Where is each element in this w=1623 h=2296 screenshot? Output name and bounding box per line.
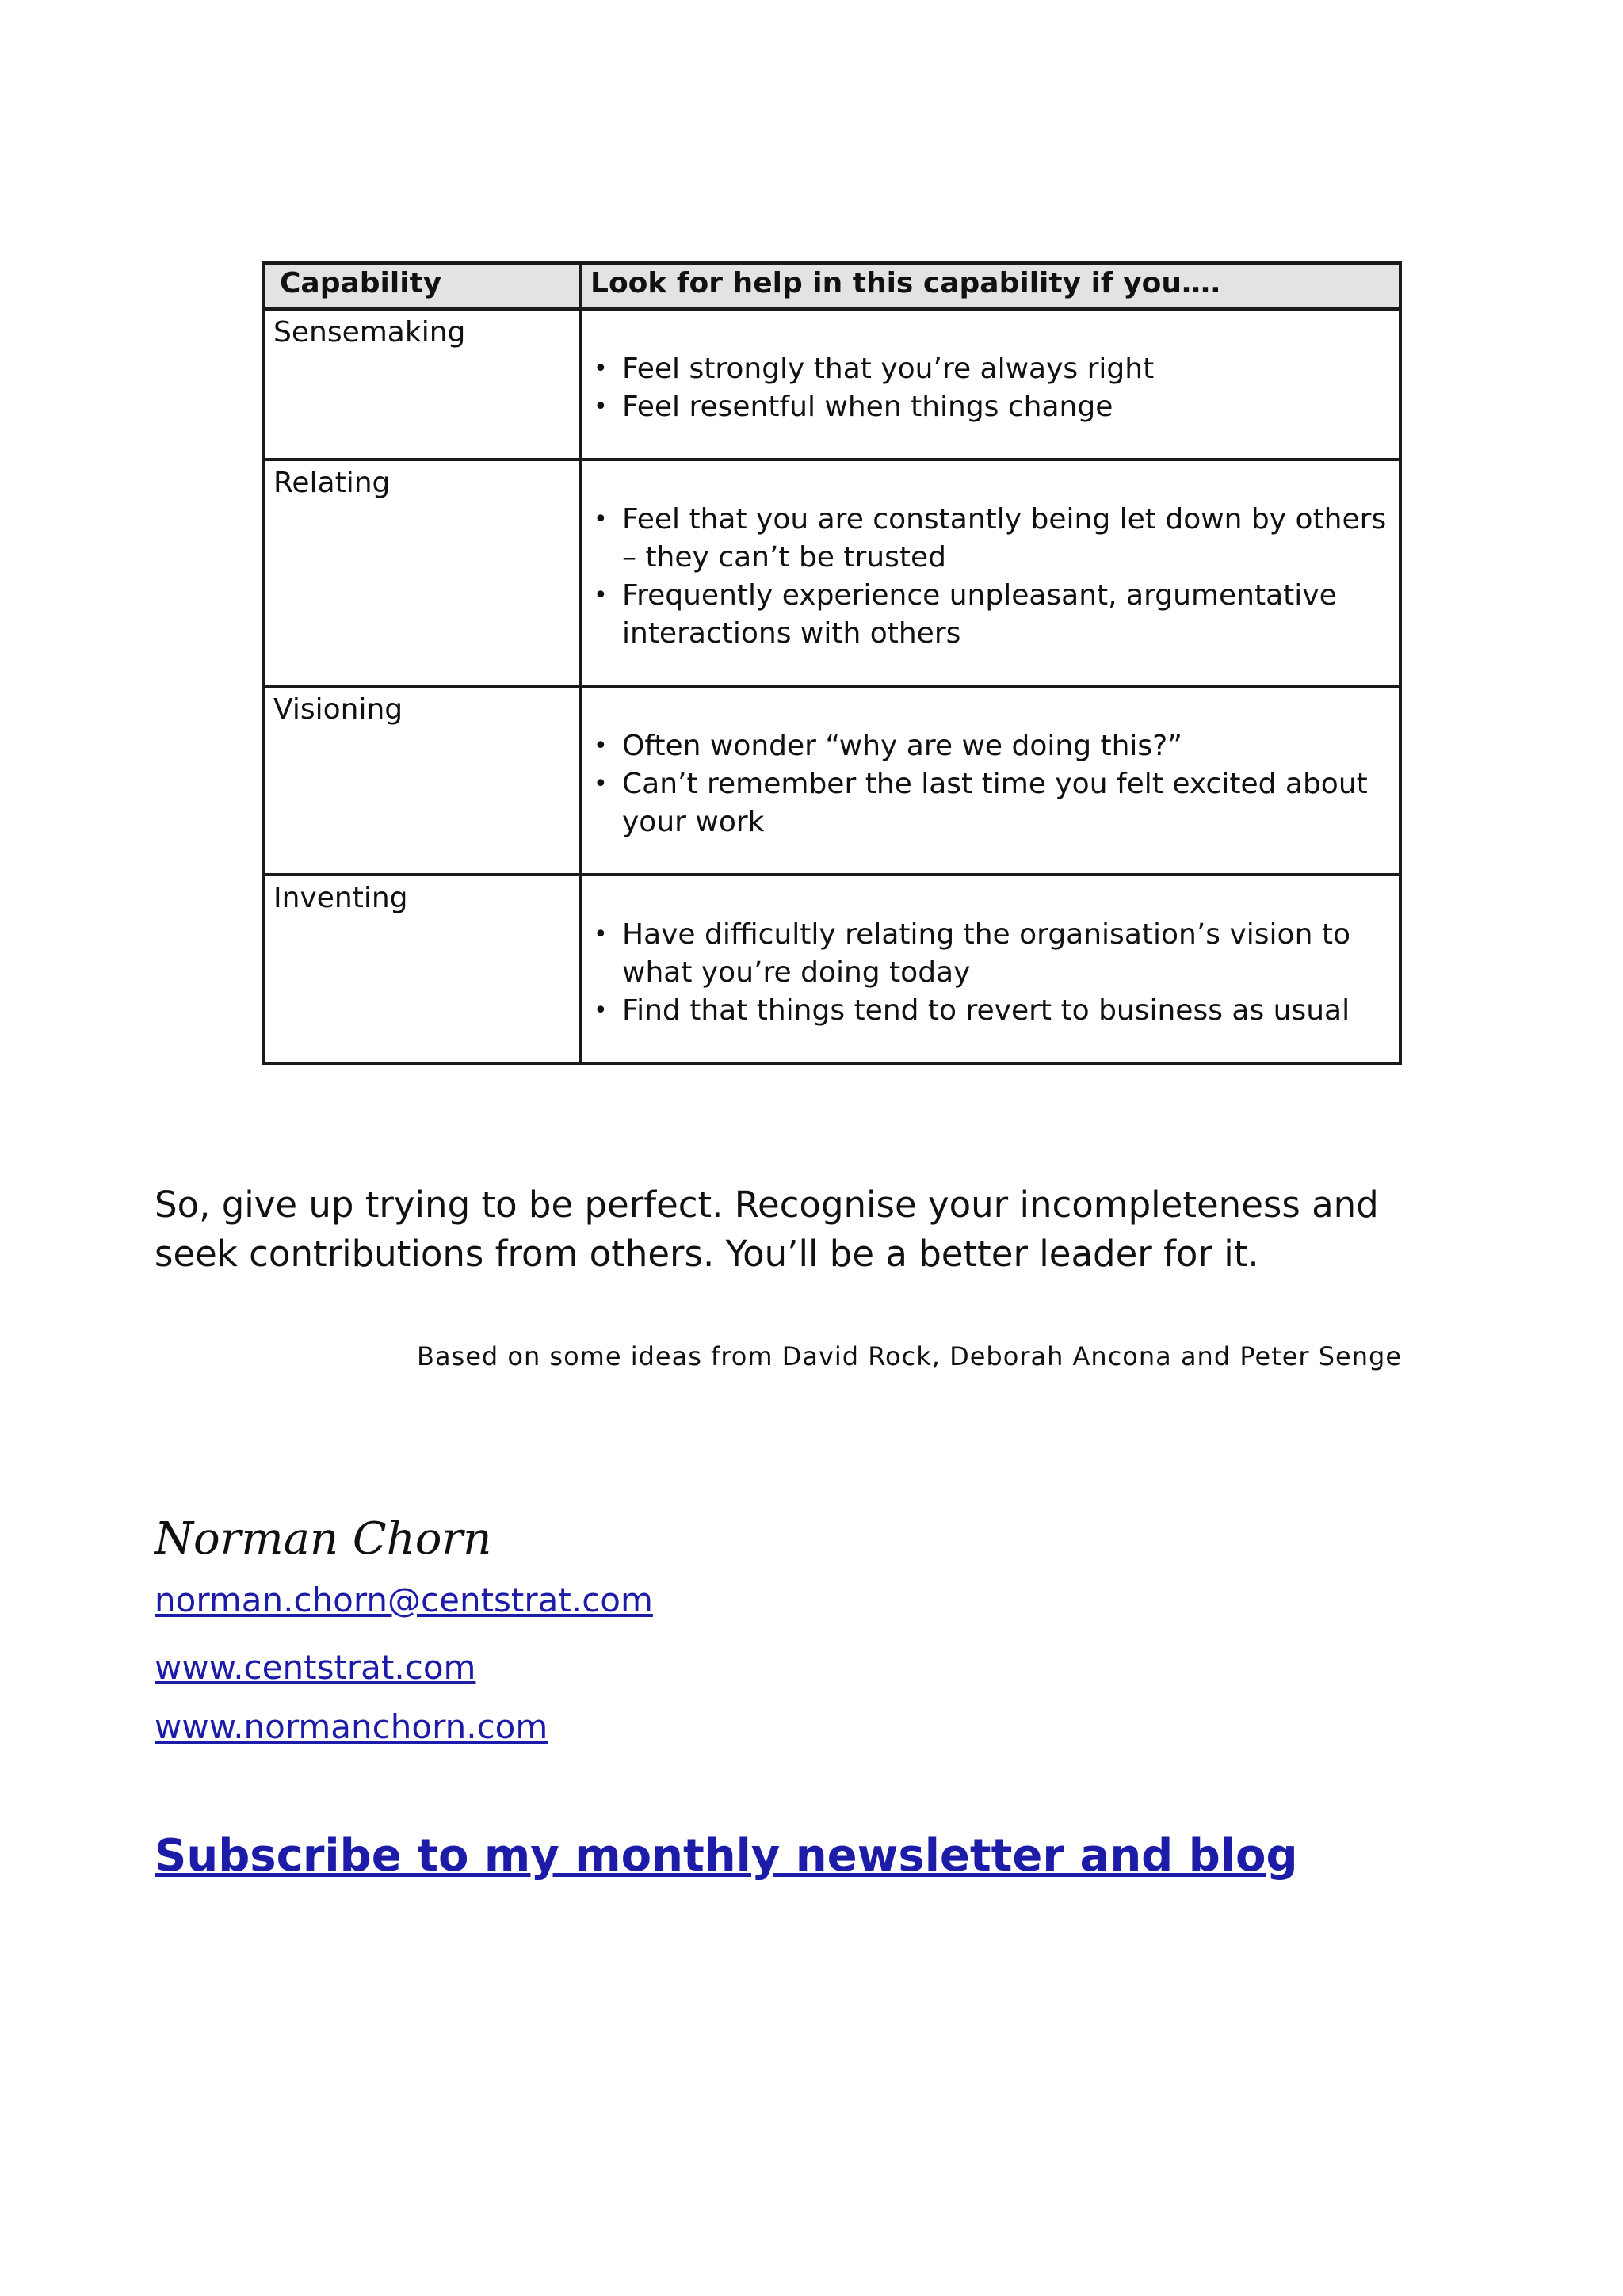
- list-item: • Frequently experience unpleasant, argumentative interactions with others: [590, 577, 1392, 653]
- bullets-cell: [581, 309, 1400, 460]
- bullet-list: [590, 727, 1392, 841]
- centstrat-website-link[interactable]: www.centstrat.com: [155, 1648, 476, 1687]
- column-header-capability: Capability: [264, 263, 581, 309]
- bullet-list: [590, 501, 1392, 653]
- column-header-look-for-help: Look for help in this capability if you….: [581, 263, 1400, 309]
- conclusion-paragraph: So, give up trying to be perfect. Recognise your incompleteness and seek contributions from others. You’ll be a better leader for it.: [155, 1184, 1379, 1275]
- credit-line: Based on some ideas from David Rock, Deborah Ancona and Peter Senge: [416, 1341, 1402, 1371]
- capability-cell: Visioning: [264, 686, 581, 875]
- bullets-cell: [581, 686, 1400, 875]
- list-item: • Find that things tend to revert to business as usual: [590, 992, 1392, 1030]
- author-signature: Norman Chorn: [155, 1513, 492, 1565]
- table-row: [264, 460, 1400, 686]
- list-item: • Feel that you are constantly being let down by others – they can’t be trusted: [590, 501, 1392, 577]
- table-header-row: [264, 263, 1400, 309]
- list-item: • Can’t remember the last time you felt excited about your work: [590, 765, 1392, 841]
- subscribe-link[interactable]: Subscribe to my monthly newsletter and blog: [155, 1830, 1298, 1882]
- bullet-list: [590, 350, 1392, 426]
- bullet-list: [590, 916, 1392, 1030]
- list-item: • Feel strongly that you’re always right: [590, 350, 1392, 388]
- bullets-cell: [581, 460, 1400, 686]
- list-item: • Often wonder “why are we doing this?”: [590, 727, 1392, 765]
- normanchorn-website-link[interactable]: www.normanchorn.com: [155, 1707, 548, 1746]
- capability-cell: Inventing: [264, 875, 581, 1063]
- capability-cell: Sensemaking: [264, 309, 581, 460]
- bullets-cell: [581, 875, 1400, 1063]
- list-item: • Feel resentful when things change: [590, 388, 1392, 426]
- email-link[interactable]: norman.chorn@centstrat.com: [155, 1581, 653, 1619]
- capability-cell: Relating: [264, 460, 581, 686]
- capability-table: [262, 261, 1402, 1065]
- list-item: • Have difficultly relating the organisation’s vision to what you’re doing today: [590, 916, 1392, 992]
- table-row: [264, 686, 1400, 875]
- table-row: [264, 309, 1400, 460]
- table-row: [264, 875, 1400, 1063]
